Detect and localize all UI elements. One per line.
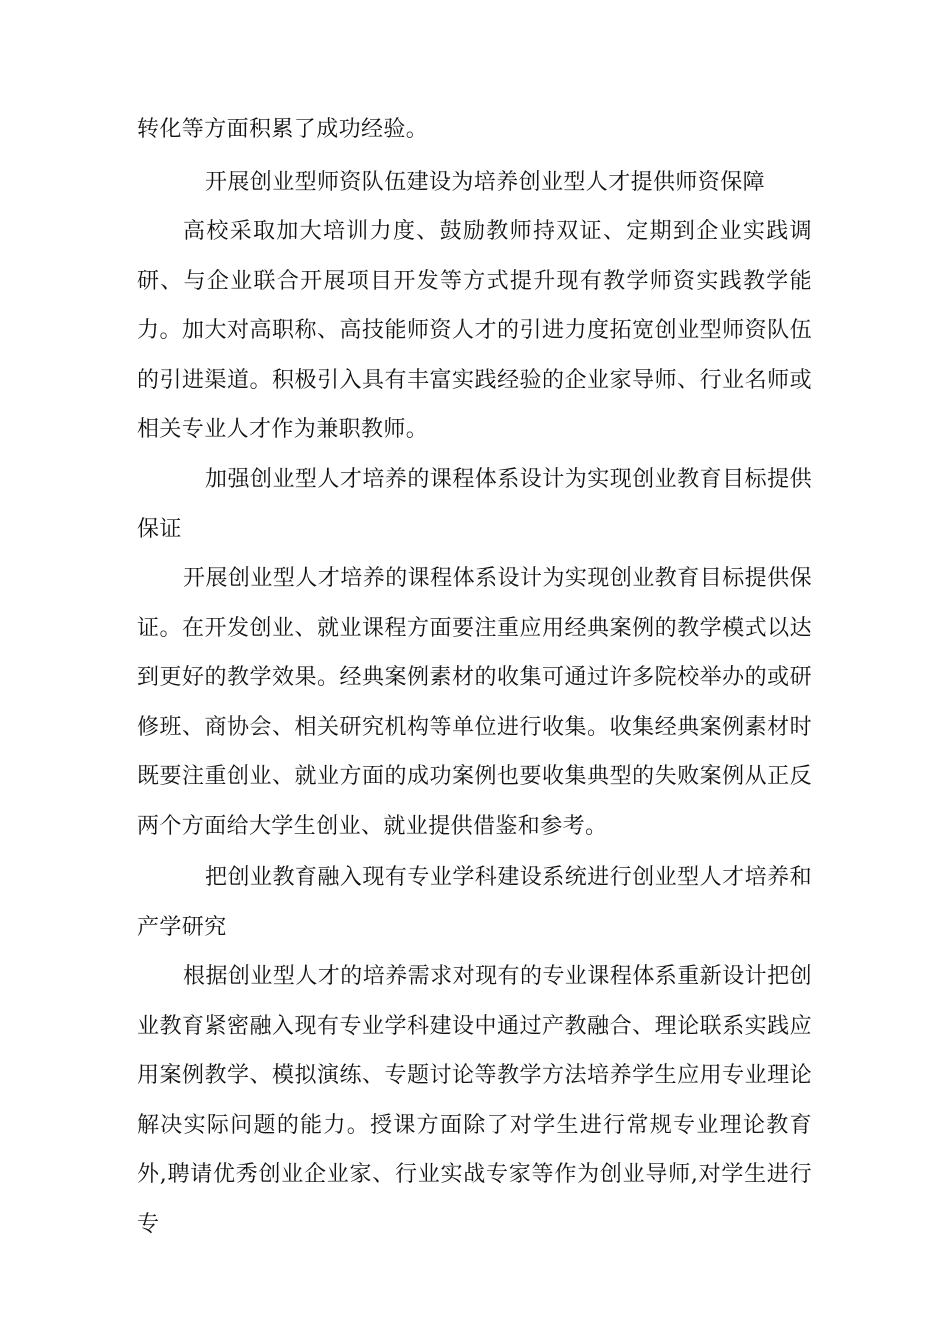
section-heading-curriculum: 加强创业型人才培养的课程体系设计为实现创业教育目标提供保证 bbox=[137, 467, 812, 542]
section-heading-integration: 把创业教育融入现有专业学科建设系统进行创业型人才培养和产学研究 bbox=[137, 865, 812, 940]
paragraph-curriculum: 开展创业型人才培养的课程体系设计为实现创业教育目标提供保证。在开发创业、就业课程方面要注重应用经典案例的教学模式以达到更好的教学效果。经典案例素材的收集可通过许多院校举办的或研修班、商协会、相关研究机构等单位进行收集。收集经典案例素材时既要注重创业、就业方面的成功案例也要收集典型的失败案例从正反两个方面给大学生创业、就业提供借鉴和参考。 bbox=[137, 566, 812, 839]
paragraph-continuation: 转化等方面积累了成功经验。 bbox=[137, 117, 429, 142]
paragraph-faculty: 高校采取加大培训力度、鼓励教师持双证、定期到企业实践调研、与企业联合开展项目开发等方式提升现有教学师资实践教学能力。加大对高职称、高技能师资人才的引进力度拓宽创业型师资队伍的引进渠道。积极引入具有丰富实践经验的企业家导师、行业名师或相关专业人才作为兼职教师。 bbox=[137, 219, 812, 442]
paragraph-integration: 根据创业型人才的培养需求对现有的专业课程体系重新设计把创业教育紧密融入现有专业学科建设中通过产教融合、理论联系实践应用案例教学、模拟演练、专题讨论等教学方法培养学生应用专业理论解决实际问题的能力。授课方面除了对学生进行常规专业理论教育外,聘请优秀创业企业家、行业实战专家等作为创业导师,对学生进行专 bbox=[137, 964, 812, 1237]
section-heading-faculty: 开展创业型师资队伍建设为培养创业型人才提供师资保障 bbox=[205, 170, 766, 195]
